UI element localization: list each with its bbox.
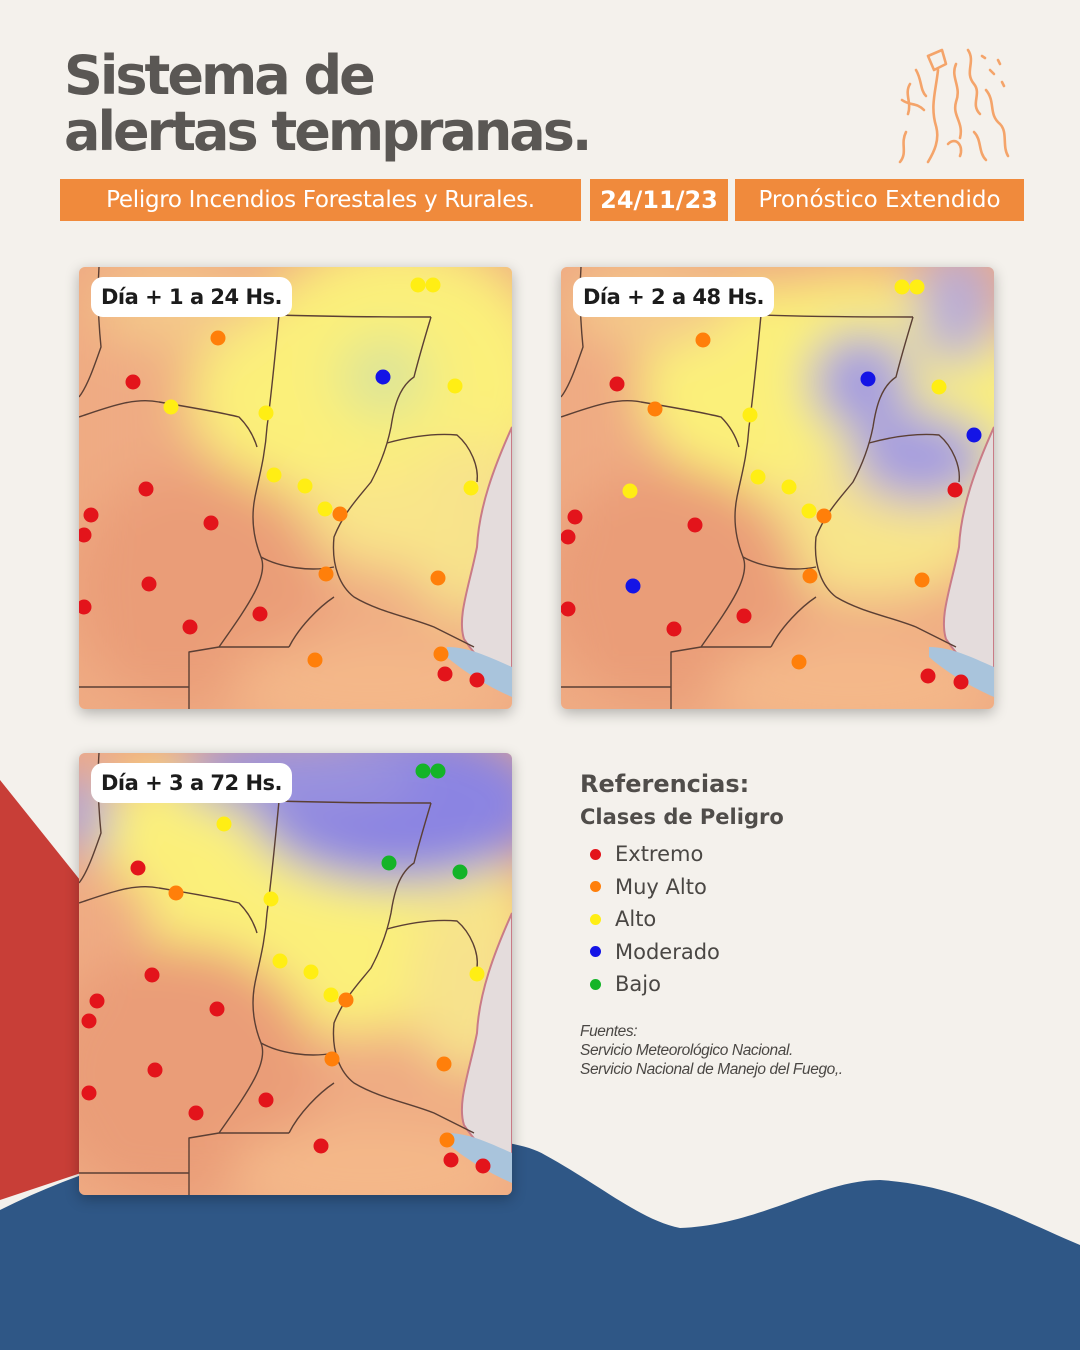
station-marker[interactable] [189, 1106, 204, 1121]
legend-item-alto [580, 903, 1040, 936]
legend-dot [590, 914, 601, 925]
station-marker[interactable] [561, 530, 576, 545]
legend-item-moderado [580, 936, 1040, 969]
station-marker[interactable] [164, 400, 179, 415]
station-marker[interactable] [696, 333, 711, 348]
station-marker[interactable] [319, 567, 334, 582]
map-canvas [79, 267, 512, 709]
station-marker[interactable] [626, 579, 641, 594]
legend-item-muy-alto [580, 871, 1040, 904]
station-marker[interactable] [453, 865, 468, 880]
legend-dot [590, 979, 601, 990]
station-marker[interactable] [431, 764, 446, 779]
station-marker[interactable] [314, 1139, 329, 1154]
station-marker[interactable] [145, 968, 160, 983]
station-marker[interactable] [861, 372, 876, 387]
station-marker[interactable] [376, 370, 391, 385]
station-marker[interactable] [308, 653, 323, 668]
station-marker[interactable] [426, 278, 441, 293]
page-title-line2: alertas tempranas. [64, 100, 590, 163]
legend [580, 768, 1040, 1001]
station-marker[interactable] [470, 967, 485, 982]
station-marker[interactable] [339, 993, 354, 1008]
topic-banner: Peligro Incendios Forestales y Rurales. [60, 179, 581, 221]
station-marker[interactable] [148, 1063, 163, 1078]
legend-item-bajo [580, 968, 1040, 1001]
station-marker[interactable] [648, 402, 663, 417]
forecast-type-banner: Pronóstico Extendido [735, 179, 1024, 221]
station-marker[interactable] [434, 647, 449, 662]
legend-item-extremo [580, 838, 1040, 871]
map-canvas [79, 753, 512, 1195]
station-marker[interactable] [82, 1014, 97, 1029]
station-marker[interactable] [440, 1133, 455, 1148]
station-marker[interactable] [126, 375, 141, 390]
station-marker[interactable] [210, 1002, 225, 1017]
station-marker[interactable] [416, 764, 431, 779]
station-marker[interactable] [84, 508, 99, 523]
station-marker[interactable] [267, 468, 282, 483]
station-marker[interactable] [464, 481, 479, 496]
station-marker[interactable] [967, 428, 982, 443]
forecast-map-day2 [561, 267, 994, 709]
station-marker[interactable] [411, 278, 426, 293]
station-marker[interactable] [623, 484, 638, 499]
station-marker[interactable] [304, 965, 319, 980]
sources-line2: Servicio Nacional de Manejo del Fuego,. [580, 1061, 843, 1078]
station-marker[interactable] [743, 408, 758, 423]
station-marker[interactable] [217, 817, 232, 832]
map-label-day3: Día + 3 a 72 Hs. [91, 763, 292, 803]
map-label-day1: Día + 1 a 24 Hs. [91, 277, 292, 317]
station-marker[interactable] [910, 280, 925, 295]
map-canvas [561, 267, 994, 709]
sources-line1: Servicio Meteorológico Nacional. [580, 1042, 793, 1059]
station-marker[interactable] [325, 1052, 340, 1067]
legend-subtitle: Clases de Peligro [580, 805, 784, 829]
station-marker[interactable] [318, 502, 333, 517]
station-marker[interactable] [204, 516, 219, 531]
station-marker[interactable] [139, 482, 154, 497]
station-marker[interactable] [561, 602, 576, 617]
station-marker[interactable] [610, 377, 625, 392]
station-marker[interactable] [803, 569, 818, 584]
fire-logo-icon [890, 40, 1020, 165]
legend-label: Muy Alto [615, 874, 707, 899]
station-marker[interactable] [438, 667, 453, 682]
station-marker[interactable] [792, 655, 807, 670]
station-marker[interactable] [382, 856, 397, 871]
station-marker[interactable] [431, 571, 446, 586]
station-marker[interactable] [82, 1086, 97, 1101]
date-banner: 24/11/23 [590, 179, 728, 221]
station-marker[interactable] [324, 988, 339, 1003]
station-marker[interactable] [568, 510, 583, 525]
station-marker[interactable] [448, 379, 463, 394]
station-marker[interactable] [932, 380, 947, 395]
station-marker[interactable] [921, 669, 936, 684]
station-marker[interactable] [259, 1093, 274, 1108]
forecast-map-day3 [79, 753, 512, 1195]
station-marker[interactable] [131, 861, 146, 876]
station-marker[interactable] [802, 504, 817, 519]
legend-dot [590, 849, 601, 860]
legend-title: Referencias: [580, 770, 750, 798]
station-marker[interactable] [264, 892, 279, 907]
station-marker[interactable] [751, 470, 766, 485]
station-marker[interactable] [437, 1057, 452, 1072]
station-marker[interactable] [298, 479, 313, 494]
station-marker[interactable] [688, 518, 703, 533]
map-label-day2: Día + 2 a 48 Hs. [573, 277, 774, 317]
forecast-map-day1 [79, 267, 512, 709]
station-marker[interactable] [273, 954, 288, 969]
station-marker[interactable] [444, 1153, 459, 1168]
station-marker[interactable] [142, 577, 157, 592]
legend-label: Bajo [615, 972, 661, 997]
station-marker[interactable] [667, 622, 682, 637]
station-marker[interactable] [470, 673, 485, 688]
station-marker[interactable] [476, 1159, 491, 1174]
sources-note [580, 1022, 1040, 1079]
station-marker[interactable] [915, 573, 930, 588]
legend-label: Moderado [615, 939, 720, 964]
station-marker[interactable] [333, 507, 348, 522]
sources-title: Fuentes: [580, 1023, 638, 1040]
station-marker[interactable] [948, 483, 963, 498]
station-marker[interactable] [259, 406, 274, 421]
station-marker[interactable] [169, 886, 184, 901]
legend-label: Extremo [615, 842, 704, 867]
station-marker[interactable] [895, 280, 910, 295]
legend-label: Alto [615, 907, 657, 932]
legend-dot [590, 881, 601, 892]
station-marker[interactable] [211, 331, 226, 346]
station-marker[interactable] [90, 994, 105, 1009]
page-title-line1: Sistema de [64, 44, 373, 107]
station-marker[interactable] [817, 509, 832, 524]
legend-dot [590, 946, 601, 957]
station-marker[interactable] [737, 609, 752, 624]
station-marker[interactable] [954, 675, 969, 690]
station-marker[interactable] [183, 620, 198, 635]
page-title [64, 44, 590, 163]
station-marker[interactable] [253, 607, 268, 622]
station-marker[interactable] [782, 480, 797, 495]
